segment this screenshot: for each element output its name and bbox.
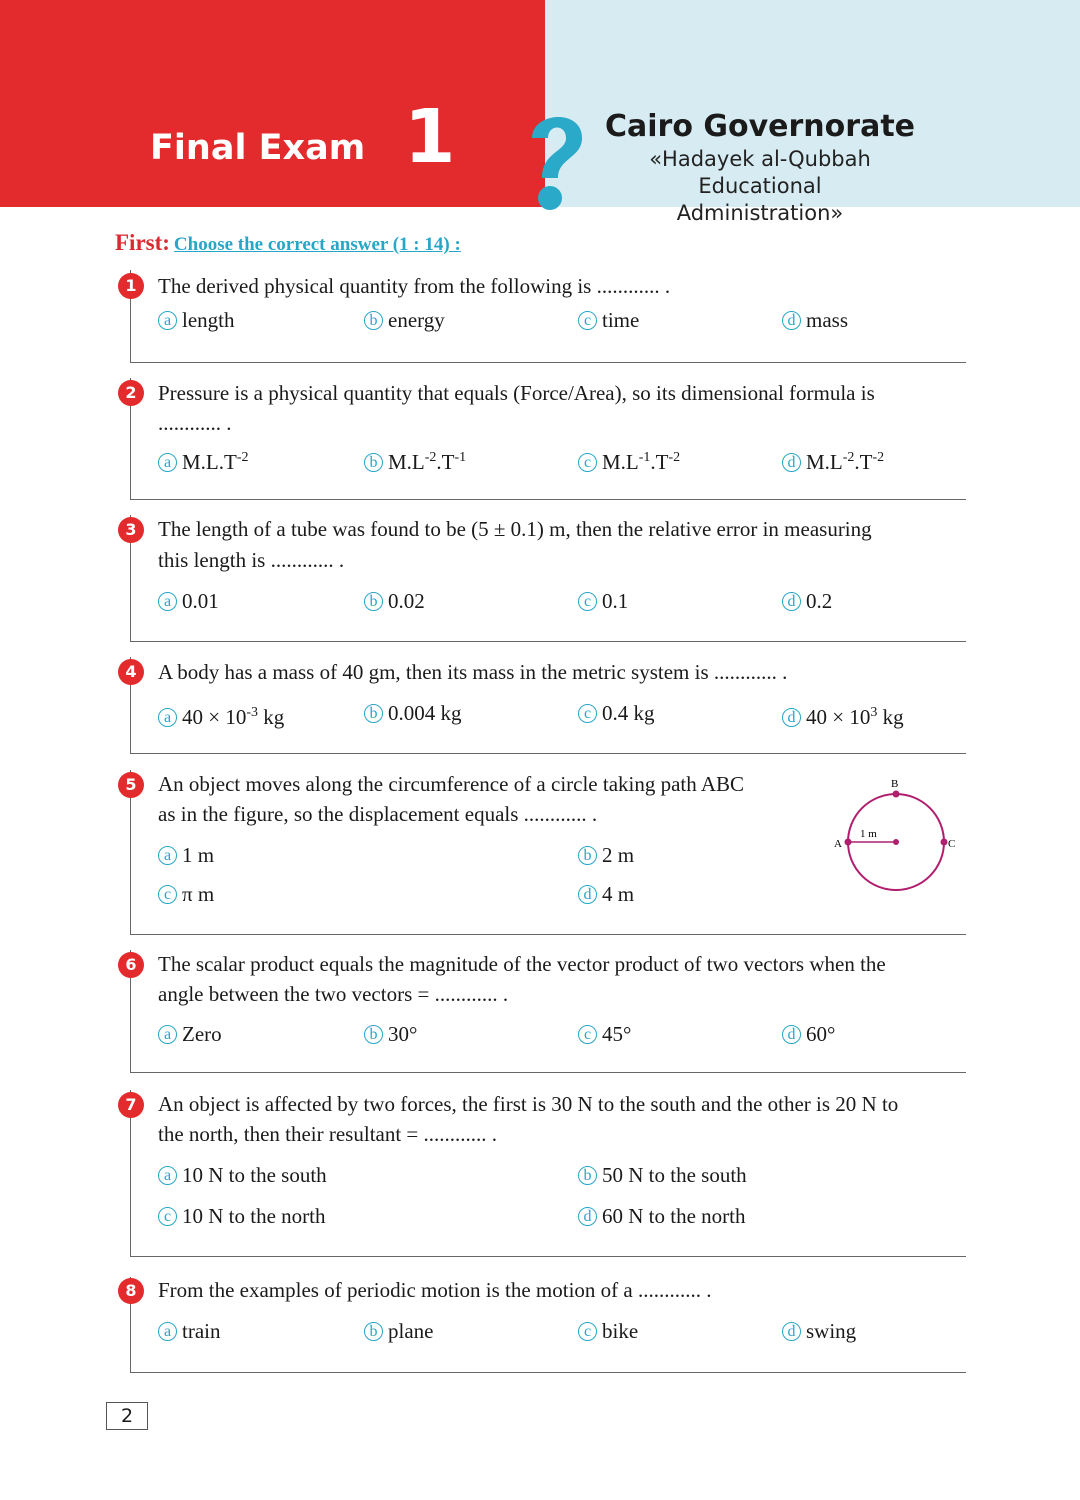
question-7-option-b[interactable]: b 50 N to the south xyxy=(578,1162,747,1188)
question-number-5: 5 xyxy=(118,772,144,798)
question-1-option-c[interactable]: c time xyxy=(578,307,639,333)
question-5-text-line-2: as in the figure, so the displacement equals ............ . xyxy=(158,802,598,826)
question-2-text-line-2: ............ . xyxy=(158,411,232,435)
point-a xyxy=(845,839,852,846)
question-number-7: 7 xyxy=(118,1092,144,1118)
exam-number: 1 xyxy=(404,94,456,180)
question-7-text: An object is affected by two forces, the first is 30 N to the south and the other is 20 N to xyxy=(158,1092,899,1116)
question-2-option-c[interactable]: c $M.L^{-1}.T^{-2}$ xyxy=(578,445,680,475)
question-6-text-line-2: angle between the two vectors = ............ . xyxy=(158,982,509,1006)
circle-path-figure xyxy=(828,775,968,895)
question-number-1: 1 xyxy=(118,273,144,299)
question-6-option-c[interactable]: c 45° xyxy=(578,1021,631,1047)
administration-line-2: Administration» xyxy=(676,201,844,225)
question-number-4: 4 xyxy=(118,659,144,685)
question-8-text: From the examples of periodic motion is the motion of a ............ . xyxy=(158,1278,712,1302)
question-2-text: Pressure is a physical quantity that equals (Force/Area), so its dimensional formula is xyxy=(158,381,875,405)
point-b xyxy=(893,791,900,798)
question-4-option-a[interactable]: a $40 \times 10^{-3}$ kg xyxy=(158,700,284,730)
question-3-option-d[interactable]: d 0.2 xyxy=(782,588,832,614)
question-3-option-b[interactable]: b 0.02 xyxy=(364,588,425,614)
section-instruction: Choose the correct answer (1 : 14) : xyxy=(173,234,461,255)
point-c xyxy=(941,839,948,846)
question-4-option-b[interactable]: b 0.004 kg xyxy=(364,700,462,726)
question-1-option-d[interactable]: d mass xyxy=(782,307,848,333)
exam-title: Final Exam xyxy=(150,128,366,168)
governorate-block xyxy=(585,108,935,227)
question-7-text-line-2: the north, then their resultant = ............ . xyxy=(158,1122,498,1146)
question-8-option-c[interactable]: c bike xyxy=(578,1318,638,1344)
question-5-option-b[interactable]: b 2 m xyxy=(578,842,634,868)
question-7-option-d[interactable]: d 60 N to the north xyxy=(578,1203,745,1229)
question-1-option-a[interactable]: a length xyxy=(158,307,235,333)
question-5-option-c[interactable]: c π m xyxy=(158,881,214,907)
question-8-option-d[interactable]: d swing xyxy=(782,1318,856,1344)
administration-line-1: «Hadayek al-Qubbah Educational xyxy=(649,147,871,198)
center-point xyxy=(893,839,899,845)
question-3-text: The length of a tube was found to be (5 ± 0.1) m, then the relative error in measuring xyxy=(158,517,872,541)
page-number: 2 xyxy=(106,1402,148,1430)
question-5-option-a[interactable]: a 1 m xyxy=(158,842,214,868)
radius-label: 1 m xyxy=(860,828,877,840)
question-8-option-b[interactable]: b plane xyxy=(364,1318,433,1344)
label-c: C xyxy=(948,838,956,850)
question-number-2: 2 xyxy=(118,380,144,406)
question-6-option-b[interactable]: b 30° xyxy=(364,1021,417,1047)
question-2-option-a[interactable]: a $M.L.T^{-2}$ xyxy=(158,445,249,475)
question-number-3: 3 xyxy=(118,517,144,543)
question-number-8: 8 xyxy=(118,1278,144,1304)
label-a: A xyxy=(834,838,842,850)
question-number-6: 6 xyxy=(118,952,144,978)
question-4-option-d[interactable]: d $40 \times 10^3$ kg xyxy=(782,700,904,730)
header-red-panel xyxy=(0,0,545,207)
question-7-option-c[interactable]: c 10 N to the north xyxy=(158,1203,325,1229)
question-6-option-a[interactable]: a Zero xyxy=(158,1021,222,1047)
question-3-option-a[interactable]: a 0.01 xyxy=(158,588,219,614)
question-4-text: A body has a mass of 40 gm, then its mass in the metric system is ............ . xyxy=(158,660,788,684)
question-mark-icon xyxy=(520,100,590,215)
question-6-text: The scalar product equals the magnitude of the vector product of two vectors when the xyxy=(158,952,886,976)
question-1-text: The derived physical quantity from the following is ............ . xyxy=(158,274,671,298)
question-3-option-c[interactable]: c 0.1 xyxy=(578,588,628,614)
section-heading xyxy=(115,230,461,256)
section-label: First: xyxy=(115,230,170,255)
question-6-option-d[interactable]: d 60° xyxy=(782,1021,835,1047)
question-4-option-c[interactable]: c 0.4 kg xyxy=(578,700,655,726)
question-3-text-line-2: this length is ............ . xyxy=(158,548,345,572)
label-b: B xyxy=(891,778,899,790)
question-5-option-d[interactable]: d 4 m xyxy=(578,881,634,907)
question-2-option-d[interactable]: d $M.L^{-2}.T^{-2}$ xyxy=(782,445,884,475)
governorate-title: Cairo Governorate xyxy=(604,109,916,144)
question-1-option-b[interactable]: b energy xyxy=(364,307,445,333)
question-2-option-b[interactable]: b $M.L^{-2}.T^{-1}$ xyxy=(364,445,466,475)
question-7-option-a[interactable]: a 10 N to the south xyxy=(158,1162,327,1188)
question-5-text: An object moves along the circumference of a circle taking path ABC xyxy=(158,772,745,796)
question-8-option-a[interactable]: a train xyxy=(158,1318,220,1344)
